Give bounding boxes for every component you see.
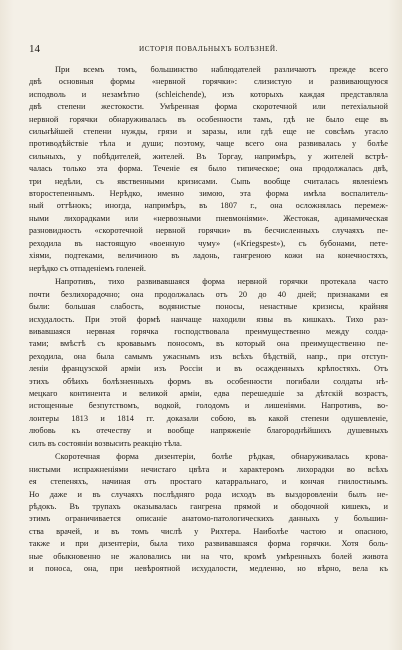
text-line: исхудалость. При этой формѣ нанчаще находили язвы въ кишкахъ. Тихо раз- (29, 314, 388, 324)
text-line: тами; вмѣстѣ съ кровавымъ поносомъ, въ который она преимущественно пе- (29, 339, 388, 349)
text-line: почти безлихорадочно; она продолжалась отъ 20 до 40 дней; признаками ея (29, 289, 388, 299)
text-line: разновидность «скоротечной нервной горячки» въ бесчисленныхъ случаяхъ пе- (29, 226, 388, 236)
text-line: этимъ ограничивается описаніе анатомо-патологическихъ данныхъ у большин- (29, 514, 388, 524)
text-line: нерѣдко съ отпаденіемъ голеней. (29, 263, 146, 273)
running-head (29, 42, 388, 56)
text-line: реходила въ настоящую «военную чуму» («Kriegspest»), съ бубонами, пете- (29, 238, 388, 248)
text-line: любовь къ отечеству и вообще напряженіе благороднѣйшихъ душевныхъ (29, 426, 388, 436)
text-line: двѣ основныя формы «нервной горячки»: слизистую и развивающуюся (29, 77, 388, 87)
text-line: Но даже и въ случаяхъ послѣдняго рода исходъ въ выздоровленіи былъ не- (29, 489, 388, 499)
text-line: лонтеры 1813 и 1814 гг. доказали собою, въ какой степени одушевленіе, (29, 413, 388, 423)
text-line: хіями, подтеками, величиною въ ладонь, гангреною кожи на конечностяхъ, (29, 251, 388, 261)
text-line: чалась только эта форма. Теченіе ея было типическое; она продолжалась двѣ, (29, 164, 388, 174)
text-line: второстепеннымъ. Нерѣдко, именно зимою, эта форма имѣла воспалитель- (29, 189, 388, 199)
text-line: вивавшаяся нервная горячка господствовала преимущественно между солда- (29, 326, 388, 336)
text-line: нервной горячки обнаруживалась въ особенности тамъ, гдѣ не было еще въ (29, 114, 388, 124)
text-line: двѣ степени жестокости. Умѣренная форма скоротечной или петехіальной (29, 102, 388, 112)
text-line: три недѣли, съ явственными кризисами. Сыпь вообще считалась явленіемъ (29, 176, 388, 186)
text-line: реходила, она была самымъ ужаснымъ изъ всѣхъ бѣдствій, напр., при отступ- (29, 351, 388, 361)
text-line: силъ въ состояніи возвысить реакцію тѣла. (29, 438, 182, 448)
text-line: ный оттѣнокъ; иногда, напримѣръ, въ 1807 г., она осложнялась перемеж- (29, 201, 388, 211)
text-line: рѣдокъ. Въ трупахъ оказывалась гангрена прямой и ободочной кишекъ, и (29, 502, 388, 511)
text-line: ными лихорадками или «нервозными пневмоніями». Жестокая, адинамическая (29, 213, 388, 223)
text-line: При всемъ томъ, большинство наблюдателей различаютъ прежде всего (55, 65, 388, 74)
text-line: были: большая слабость, водянистые поносы, ненастные кризисы, крайняя (29, 302, 388, 312)
text-line: сильнѣйшей степени нужды, грязи и заразы, или гдѣ еще не совсѣмъ угасло (29, 127, 388, 137)
text-line: противодѣйствіе тѣла и души; поэтому, чаще всего она развивалась у болѣе (29, 139, 388, 149)
text-line: также и при дизентеріи, была тихо развивавшаяся форма горячки. Хотя боль- (29, 539, 388, 549)
text-line: и поноса, она, при невѣроятной исхудалости, медленно, но вѣрно, вела къ (29, 564, 388, 574)
text-line: ства врачей, и въ томъ числѣ у Рихтера. Наиболѣе частою и опасною, (29, 526, 388, 536)
text-line: мецкаго континента и великой арміи, едва перешедшіе за дѣтскій возрастъ, (29, 388, 388, 398)
text-line: этихъ обѣихъ болѣзненныхъ формъ въ особенности погибали солдаты нѣ- (29, 376, 388, 386)
body-text (29, 64, 388, 575)
text-line: ные обыкновенно не жаловались ни на что, кромѣ умѣренныхъ болей живота (29, 551, 388, 561)
running-title: ИСТОРІЯ ПОВАЛЬНЫХЪ БОЛѢЗНЕЙ. (138, 45, 279, 53)
paragraph (29, 64, 388, 275)
text-line: леніи французской арміи изъ Россіи и въ осажденныхъ крѣпостяхъ. Отъ (29, 364, 388, 374)
text-line: истощенные безпутствомъ, водкой, голодомъ и лишеніями. Напротивъ, во- (29, 401, 388, 411)
text-line: исподволь и незамѣтно (schleichende), изъ которыхъ каждая представляла (29, 89, 388, 99)
paragraph (29, 276, 388, 450)
text-line: Скоротечная форма дизентеріи, болѣе рѣдкая, обнаруживалась крова- (55, 452, 388, 462)
text-line: Напротивъ, тихо развивавшаяся форма нервной горячки протекала часто (55, 277, 388, 287)
text-line: ея степеняхъ, начиная отъ простаго катарральнаго, и кончая гнилостнымъ. (29, 477, 388, 487)
page-number: 14 (29, 43, 40, 55)
text-line: нистыми испражненіями нечистаго цвѣта и характеромъ лихорадки во всѣхъ (29, 464, 388, 474)
paragraph (29, 451, 388, 575)
text-line: сильныхъ, у побѣдителей, жителей. Въ Торгау, напримѣръ, у жителей встрѣ- (29, 151, 388, 161)
